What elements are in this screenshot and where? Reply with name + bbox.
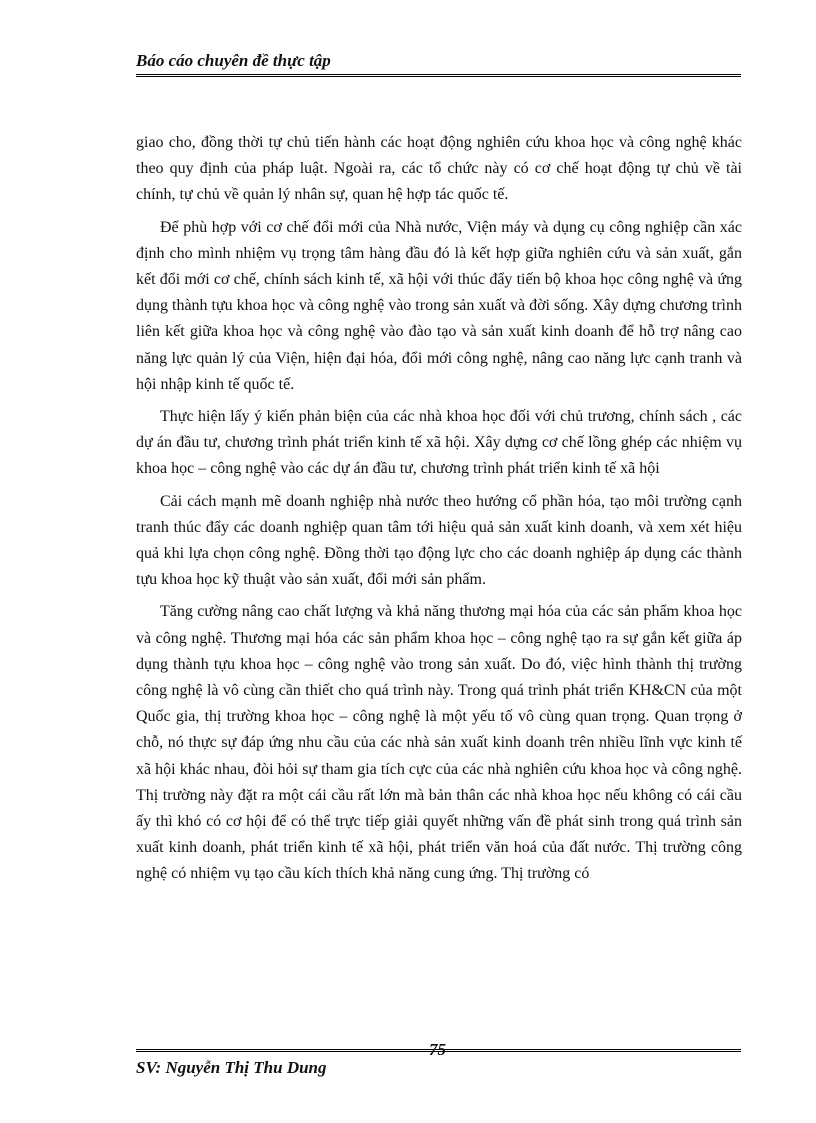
page-number: 75 xyxy=(429,1040,446,1059)
footer-author: SV: Nguyễn Thị Thu Dung xyxy=(136,1058,327,1077)
paragraph: Để phù hợp với cơ chế đổi mới của Nhà nước, Viện máy và dụng cụ công nghiệp cần xác định cho mình nhiệm vụ trọng tâm hàng đầu đó là kết hợp giữa nghiên cứu và sản xuất, gắn kết đổi mới cơ chế, chính sách kinh tế, xã hội với thúc đẩy tiến bộ khoa học công nghệ và ứng dụng thành tựu khoa học và công nghệ vào trong sản xuất và đời sống. Xây dựng chương trình liên kết giữa khoa học và công nghệ vào đào tạo và sản xuất kinh doanh để hỗ trợ nâng cao năng lực quản lý của Viện, hiện đại hóa, đổi mới công nghệ, nâng cao năng lực cạnh tranh và hội nhập kinh tế quốc tế. xyxy=(136,218,742,393)
paragraph: Tăng cường nâng cao chất lượng và khả năng thương mại hóa của các sản phẩm khoa học và công nghệ. Thương mại hóa các sản phẩm khoa học – công nghệ tạo ra sự gắn kết giữa áp dụng thành tựu khoa học – công nghệ vào trong sản xuất. Do đó, việc hình thành thị trường công nghệ là vô cùng cần thiết cho quá trình này. Trong quá trình phát triển KH&CN của một Quốc gia, thị trường khoa học – công nghệ là một yếu tố vô cùng quan trọng. Quan trọng ở chỗ, nó thực sự đáp ứng nhu cầu của các nhà sản xuất kinh doanh trên nhiều lĩnh vực kinh tế xã hội khác nhau, đòi hỏi sự tham gia tích cực của các nhà nghiên cứu khoa học và công nghệ. Thị trường này đặt ra một cái cầu rất lớn mà bản thân các nhà khoa học nếu không có cái cầu ấy thì khó có cơ hội để có thể trực tiếp giải quyết những vấn đề phát sinh trong quá trình sản xuất kinh doanh, phát triển kinh tế xã hội, phát triển văn hoá của đất nước. Thị trường công nghệ có nhiệm vụ tạo cầu kích thích khả năng cung ứng. Thị trường có xyxy=(136,603,742,883)
page-header xyxy=(136,48,741,77)
document-body xyxy=(136,130,742,894)
header-title: Báo cáo chuyên đề thực tập xyxy=(136,51,331,70)
page-footer xyxy=(136,1040,741,1092)
paragraph: Thực hiện lấy ý kiến phản biện của các nhà khoa học đối với chủ trương, chính sách , các dự án đầu tư, chương trình phát triển kinh tế xã hội. Xây dựng cơ chế lồng ghép các nhiệm vụ khoa học – công nghệ vào các dự án đầu tư, chương trình phát triển kinh tế xã hội xyxy=(136,408,742,478)
paragraph: Cải cách mạnh mẽ doanh nghiệp nhà nước theo hướng cổ phần hóa, tạo môi trường cạnh tranh thúc đẩy các doanh nghiệp quan tâm tới hiệu quả sản xuất kinh doanh, và xem xét hiệu quả khi lựa chọn công nghệ. Đồng thời tạo động lực cho các doanh nghiệp áp dụng các thành tựu khoa học kỹ thuật vào sản xuất, đổi mới sản phẩm. xyxy=(136,492,742,589)
paragraph: giao cho, đồng thời tự chủ tiến hành các hoạt động nghiên cứu khoa học và công nghệ khác theo quy định của pháp luật. Ngoài ra, các tổ chức này có cơ chế hoạt động tự chủ về tài chính, tự chủ về quản lý nhân sự, quan hệ hợp tác quốc tế. xyxy=(136,134,742,204)
